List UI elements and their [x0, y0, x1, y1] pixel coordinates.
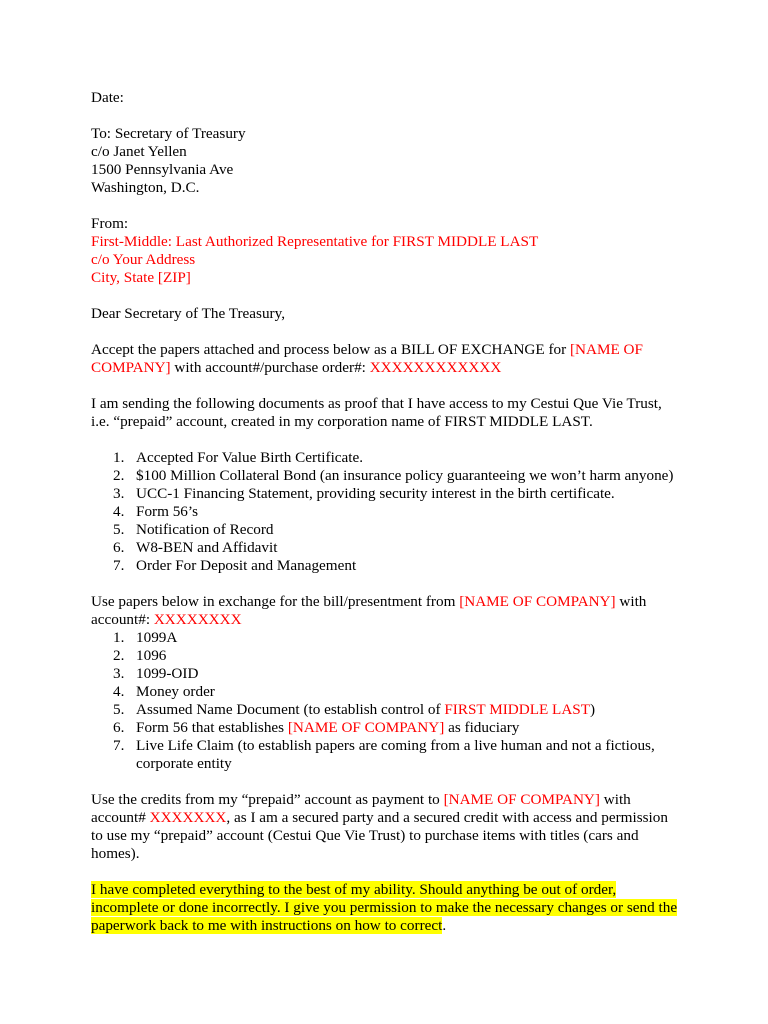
- list-item: [91, 683, 691, 701]
- account-placeholder: XXXXXXXXXXXX: [369, 359, 502, 376]
- list-number: 4.: [113, 503, 125, 520]
- list-text: Assumed Name Document (to establish control of: [136, 701, 445, 718]
- body-text: Use the credits from my “prepaid” account as payment to: [91, 791, 444, 808]
- list-text: Accepted For Value Birth Certificate.: [136, 449, 364, 466]
- body-text: homes).: [91, 845, 140, 862]
- recipient-line: c/o Janet Yellen: [91, 143, 187, 160]
- highlighted-text: I have completed everything to the best of my ability. Should anything be out of order,: [91, 881, 617, 898]
- body-text: Accept the papers attached and process below as a BILL OF EXCHANGE for: [91, 341, 570, 358]
- body-text: account#:: [91, 611, 154, 628]
- list-number: 4.: [113, 683, 125, 700]
- body-text: to use my “prepaid” account (Cestui Que Vie Trust) to purchase items with titles (cars and: [91, 827, 639, 844]
- list-item: [91, 737, 691, 773]
- sender-block: [91, 215, 691, 287]
- list-number: 6.: [113, 539, 125, 556]
- list-item: [91, 665, 691, 683]
- company-placeholder: [NAME OF COMPANY]: [443, 791, 600, 808]
- list-number: 2.: [113, 647, 125, 664]
- list-text: UCC-1 Financing Statement, providing security interest in the birth certificate.: [136, 485, 615, 502]
- company-placeholder: [NAME OF: [569, 341, 643, 358]
- list-item: [91, 701, 691, 719]
- body-text: I am sending the following documents as proof that I have access to my Cestui Que Vie Trust,: [91, 395, 662, 412]
- list-number: 6.: [113, 719, 125, 736]
- recipient-line: Washington, D.C.: [91, 179, 200, 196]
- list-item: [91, 557, 691, 575]
- list-number: 7.: [113, 557, 125, 574]
- account-placeholder: XXXXXXXX: [153, 611, 242, 628]
- list-number: 1.: [113, 629, 125, 646]
- list-text: ): [590, 701, 596, 718]
- exchange-papers-list: [91, 629, 691, 773]
- recipient-block: [91, 125, 691, 197]
- company-placeholder: COMPANY]: [91, 359, 171, 376]
- list-text: W8-BEN and Affidavit: [136, 539, 278, 556]
- company-placeholder: [NAME OF COMPANY]: [287, 719, 445, 736]
- list-item: [91, 647, 691, 665]
- list-text: Notification of Record: [136, 521, 274, 538]
- list-text: Form 56’s: [136, 503, 199, 520]
- list-text: Live Life Claim (to establish papers are coming from a live human and not a fictious,: [136, 737, 655, 754]
- body-text: with account#/purchase order#:: [170, 359, 370, 376]
- list-item: [91, 521, 691, 539]
- list-item: [91, 539, 691, 557]
- body-text: with: [599, 791, 631, 808]
- letter-body: [91, 89, 691, 935]
- sender-line: City, State [ZIP]: [91, 269, 191, 286]
- list-item: [91, 629, 691, 647]
- list-text: 1099-OID: [136, 665, 199, 682]
- paragraph-exchange: [91, 593, 691, 629]
- body-text: .: [442, 917, 447, 934]
- body-text: , as I am a secured party and a secured credit with access and permission: [226, 809, 668, 826]
- paragraph-proof: [91, 395, 691, 431]
- highlighted-text: paperwork back to me with instructions on how to correct: [91, 917, 443, 934]
- name-placeholder: FIRST MIDDLE LAST: [444, 701, 591, 718]
- sender-label: From:: [91, 215, 129, 232]
- body-text: i.e. “prepaid” account, created in my corporation name of FIRST MIDDLE LAST.: [91, 413, 593, 430]
- list-number: 5.: [113, 701, 125, 718]
- paragraph-bill-of-exchange: [91, 341, 691, 377]
- list-text: Order For Deposit and Management: [136, 557, 357, 574]
- list-text: 1096: [136, 647, 167, 664]
- list-number: 2.: [113, 467, 125, 484]
- list-number: 3.: [113, 665, 125, 682]
- list-item: [91, 485, 691, 503]
- list-number: 1.: [113, 449, 125, 466]
- documents-list: [91, 449, 691, 575]
- body-text: Use papers below in exchange for the bill/presentment from: [91, 593, 460, 610]
- list-number: 5.: [113, 521, 125, 538]
- list-item: [91, 719, 691, 737]
- list-item: [91, 503, 691, 521]
- list-item: [91, 449, 691, 467]
- list-text: 1099A: [136, 629, 178, 646]
- list-text: Form 56 that establishes: [136, 719, 288, 736]
- list-number: 7.: [113, 737, 125, 754]
- company-placeholder: [NAME OF COMPANY]: [459, 593, 616, 610]
- sender-line: First-Middle: Last Authorized Representative for FIRST MIDDLE LAST: [91, 233, 539, 250]
- paragraph-highlighted-closing: [91, 881, 691, 935]
- recipient-line: To: Secretary of Treasury: [91, 125, 246, 142]
- paragraph-payment: [91, 791, 691, 863]
- list-text: as fiduciary: [444, 719, 520, 736]
- list-item: [91, 467, 691, 485]
- list-text: corporate entity: [136, 755, 232, 772]
- recipient-line: 1500 Pennsylvania Ave: [91, 161, 234, 178]
- highlighted-text: incomplete or done incorrectly. I give you permission to make the necessary changes or send the: [91, 899, 678, 916]
- sender-line: c/o Your Address: [91, 251, 196, 268]
- list-text: Money order: [136, 683, 215, 700]
- date-line: Date:: [91, 89, 124, 106]
- salutation: Dear Secretary of The Treasury,: [91, 305, 285, 322]
- account-placeholder: XXXXXXX: [149, 809, 227, 826]
- body-text: with: [615, 593, 647, 610]
- body-text: account#: [91, 809, 150, 826]
- list-text: $100 Million Collateral Bond (an insurance policy guaranteeing we won’t harm anyone): [136, 467, 674, 484]
- list-number: 3.: [113, 485, 125, 502]
